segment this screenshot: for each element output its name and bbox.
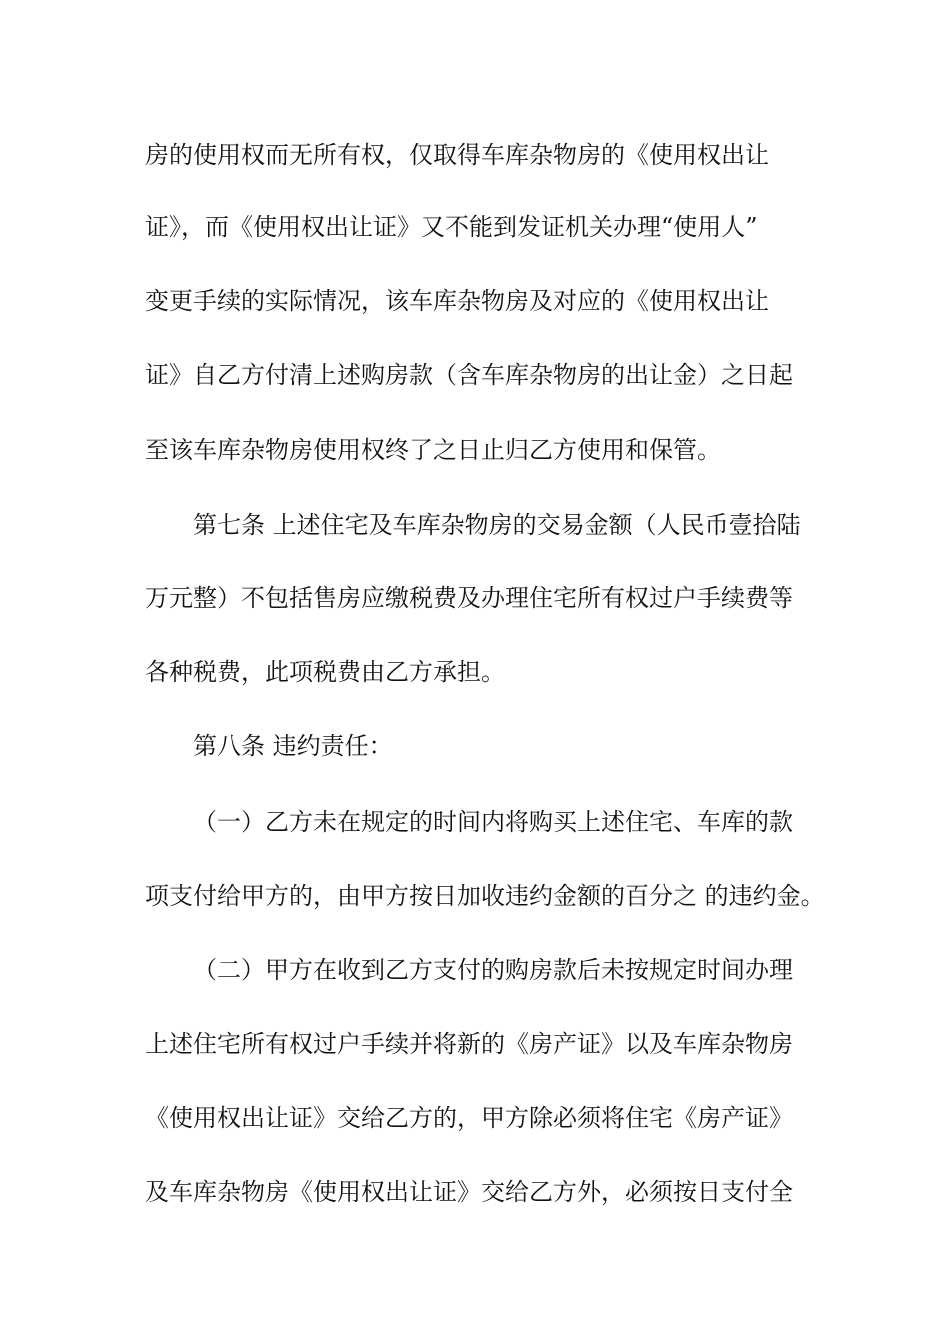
text-line: 至该车库杂物房使用权终了之日止归乙方使用和保管。 bbox=[145, 436, 721, 464]
text-line: 各种税费，此项税费由乙方承担。 bbox=[145, 658, 505, 686]
text-line: 及车库杂物房《使用权出让证》交给乙方外，必须按日支付全 bbox=[145, 1178, 793, 1206]
text-line: 项支付给甲方的，由甲方按日加收违约金额的百分之 的违约金。 bbox=[145, 882, 825, 910]
clause-2-line: （二）甲方在收到乙方支付的购房款后未按规定时间办理 bbox=[193, 956, 793, 984]
text-line: 房的使用权而无所有权，仅取得车库杂物房的《使用权出让 bbox=[145, 141, 769, 169]
clause-1-line: （一）乙方未在规定的时间内将购买上述住宅、车库的款 bbox=[193, 808, 793, 836]
article-7-heading-line: 第七条 上述住宅及车库杂物房的交易金额（人民币壹拾陆 bbox=[193, 511, 801, 539]
text-line: 万元整）不包括售房应缴税费及办理住宅所有权过户手续费等 bbox=[145, 584, 793, 612]
text-line: 《使用权出让证》交给乙方的，甲方除必须将住宅《房产证》 bbox=[145, 1104, 793, 1132]
text-line: 证》自乙方付清上述购房款（含车库杂物房的出让金）之日起 bbox=[145, 361, 793, 389]
text-line: 证》，而《使用权出让证》又不能到发证机关办理“使用人” bbox=[145, 213, 758, 241]
article-8-heading-line: 第八条 违约责任： bbox=[193, 732, 393, 760]
text-line: 变更手续的实际情况，该车库杂物房及对应的《使用权出让 bbox=[145, 287, 769, 315]
text-line: 上述住宅所有权过户手续并将新的《房产证》以及车库杂物房 bbox=[145, 1030, 793, 1058]
